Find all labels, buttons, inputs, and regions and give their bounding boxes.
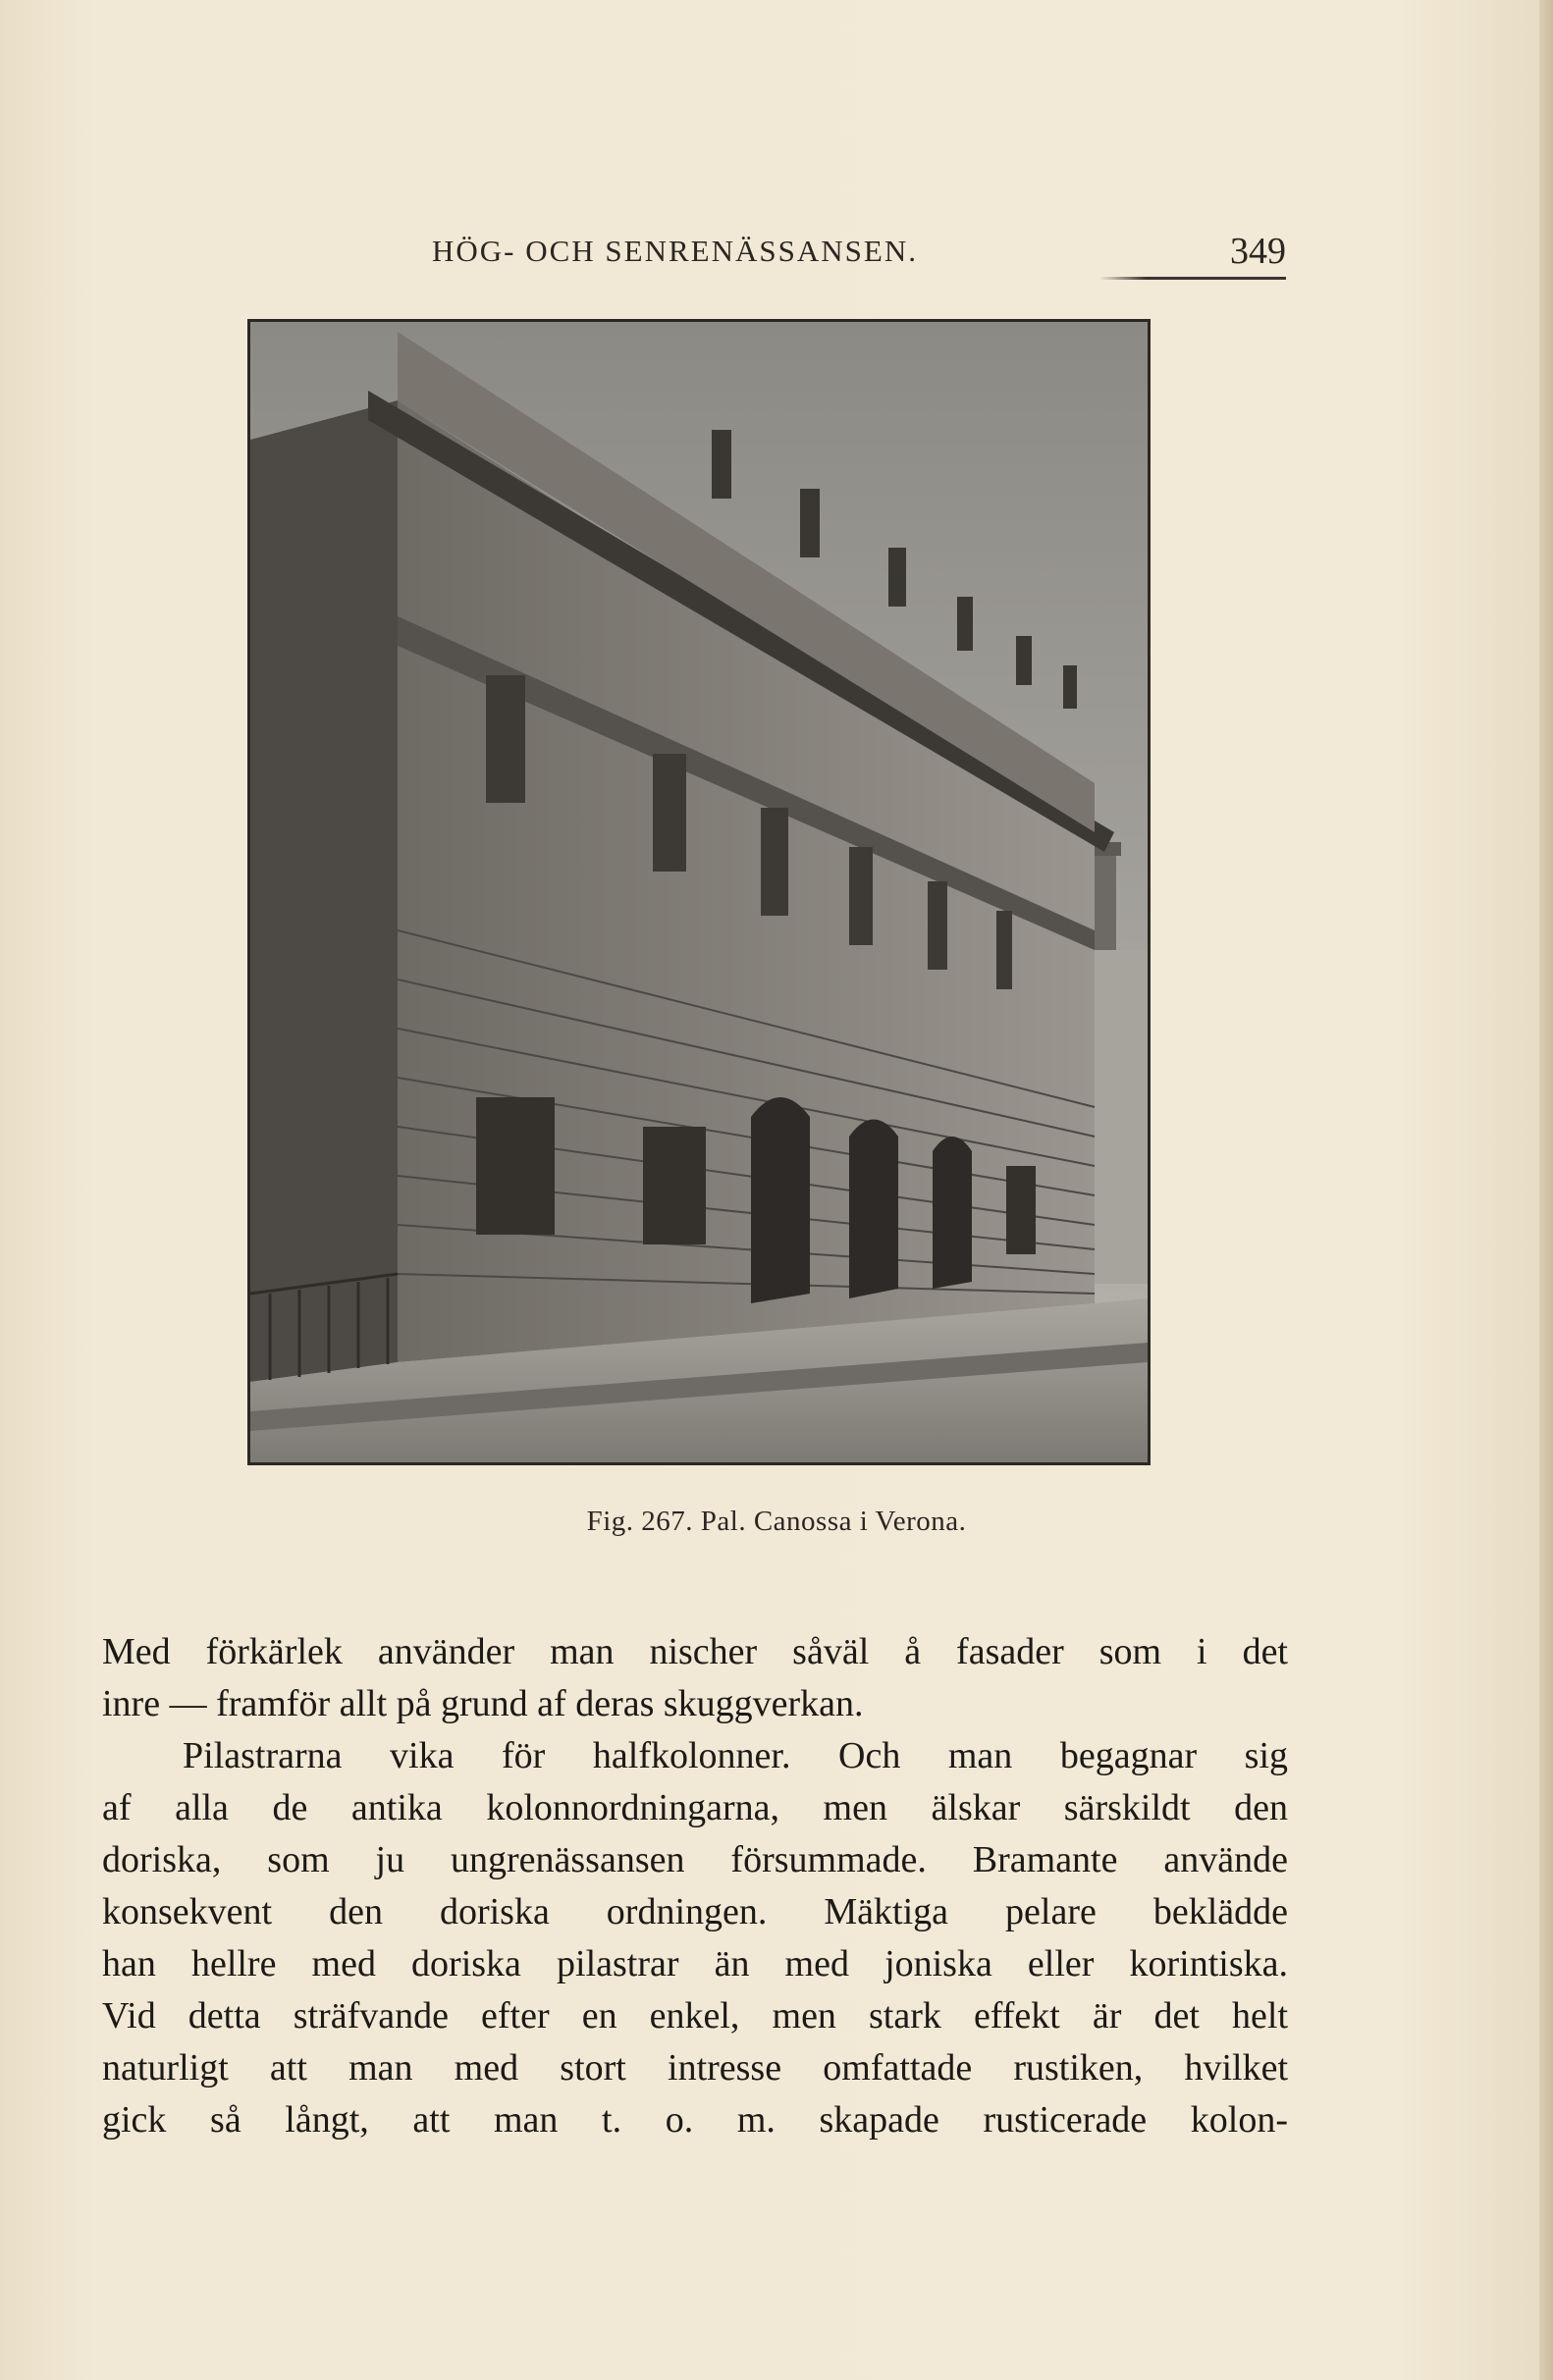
text-line: af alla de antika kolonnordningarna, men älskar särskildt den <box>102 1787 1288 1828</box>
text-line: Med förkärlek använder man nischer såväl å fasader som i det <box>102 1631 1288 1672</box>
figure-caption: Fig. 267. Pal. Canossa i Verona. <box>586 1506 967 1537</box>
text-line: Vid detta sträfvande efter en enkel, men stark effekt är det helt <box>102 1995 1288 2036</box>
text-line: han hellre med doriska pilastrar än med joniska eller korintiska. <box>102 1943 1288 1984</box>
text-line: konsekvent den doriska ordningen. Mäktiga pelare beklädde <box>102 1891 1288 1932</box>
header-rule <box>1099 277 1286 280</box>
page-edge <box>1539 0 1553 2380</box>
body-text <box>102 1626 1288 2146</box>
running-title: HÖG- OCH SENRENÄSSANSEN. <box>432 234 918 268</box>
page-number: 349 <box>1230 231 1286 272</box>
palazzo-photograph <box>247 319 1151 1465</box>
running-head <box>432 231 1286 283</box>
text-line: inre — framför allt på grund af deras skuggverkan. <box>102 1683 864 1724</box>
text-line: naturligt att man med stort intresse omfattade rustiken, hvilket <box>102 2047 1288 2089</box>
text-line: Pilastrarna vika för halfkolonner. Och man begagnar sig <box>183 1735 1288 1776</box>
text-line: doriska, som ju ungrenässansen försummade. Bramante använde <box>102 1839 1288 1880</box>
text-line: gick så långt, att man t. o. m. skapade rusticerade kolon- <box>102 2099 1288 2141</box>
